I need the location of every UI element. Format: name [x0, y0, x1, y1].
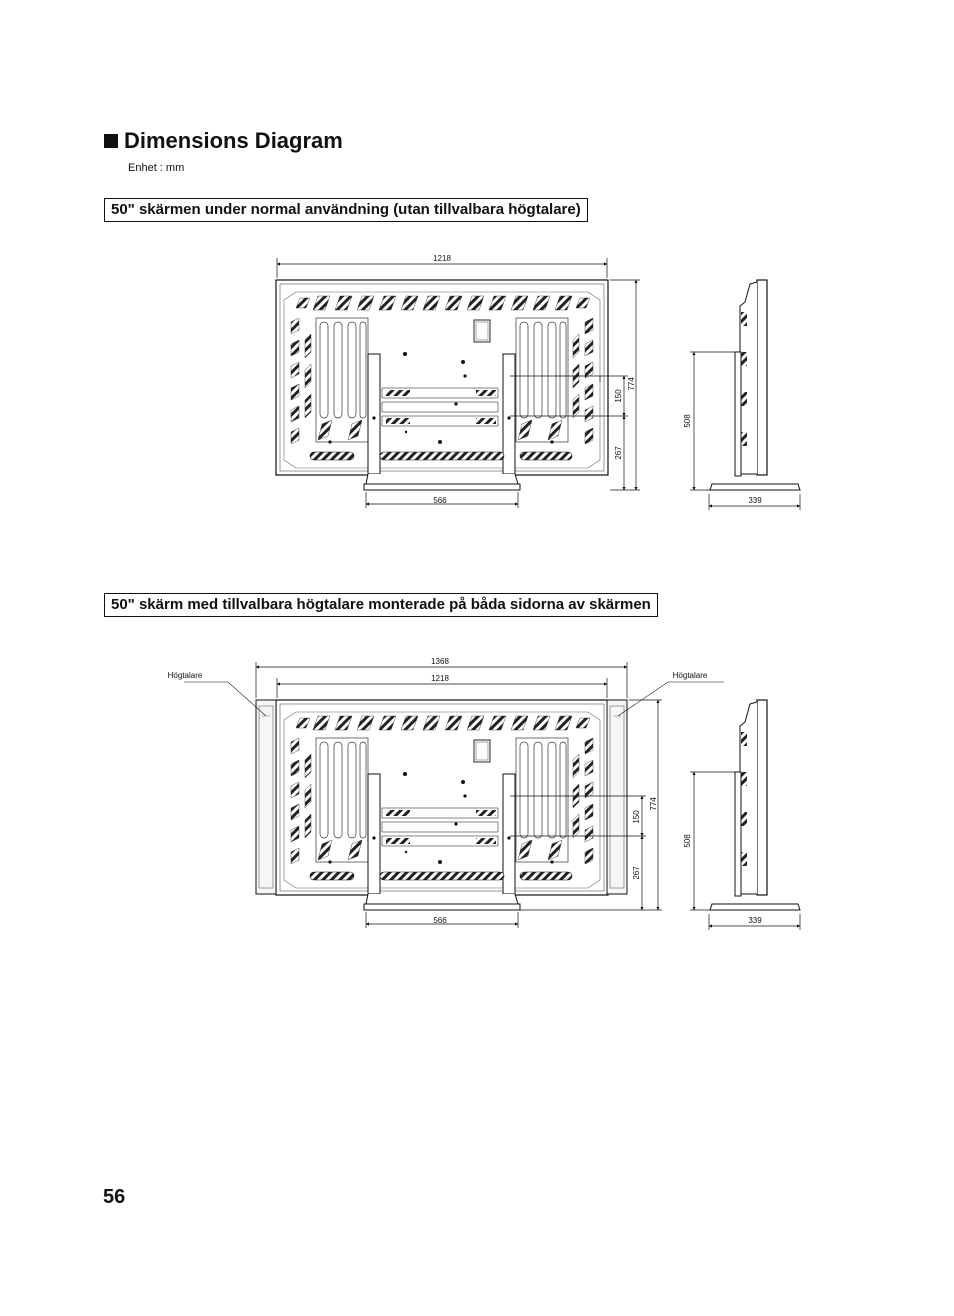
dim-height-1: 774 [627, 377, 636, 391]
dim-stand-width-1: 566 [433, 496, 447, 505]
page-title-text: Dimensions Diagram [124, 128, 343, 153]
speaker-right-label: Högtalare [672, 671, 708, 680]
front-view-2 [276, 700, 608, 910]
speaker-left [256, 700, 276, 894]
dim-width-2: 1218 [431, 674, 449, 683]
dim-side-height-1: 508 [683, 414, 692, 428]
dim-depth-2: 339 [748, 916, 762, 925]
dim-depth-1: 339 [748, 496, 762, 505]
dim-side-height-2: 508 [683, 834, 692, 848]
speaker-left-label: Högtalare [167, 671, 203, 680]
dim-total-width-2: 1368 [431, 657, 449, 666]
dim-stand-width-2: 566 [433, 916, 447, 925]
side-view-1 [710, 280, 800, 490]
dim-height-2: 774 [649, 797, 658, 811]
front-view-1 [276, 280, 608, 490]
dim-mount-spacing-2: 150 [632, 810, 641, 824]
dim-mount-spacing-1: 150 [614, 389, 623, 403]
dim-mount-to-base-1: 267 [614, 446, 623, 460]
section-1-title: 50" skärmen under normal användning (utan tillvalbara högtalare) [104, 198, 588, 222]
unit-label: Enhet : mm [128, 162, 185, 174]
page-number: 56 [103, 1186, 126, 1208]
section-2-title: 50" skärm med tillvalbara högtalare monterade på båda sidorna av skärmen [104, 593, 658, 617]
dim-width-1: 1218 [433, 254, 451, 263]
dim-mount-to-base-2: 267 [632, 866, 641, 880]
speaker-right [607, 700, 627, 894]
side-view-2 [710, 700, 800, 910]
